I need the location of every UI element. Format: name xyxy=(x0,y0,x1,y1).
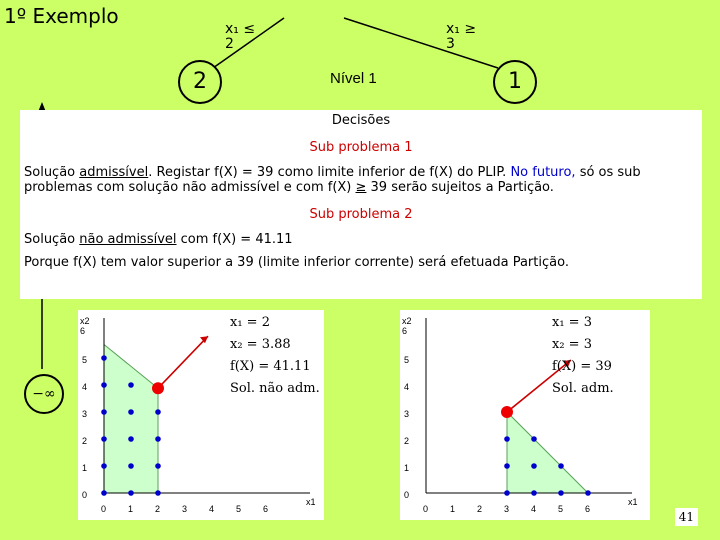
x-axis-label: x1 xyxy=(628,497,638,507)
tree-branches xyxy=(0,0,720,110)
integer-point xyxy=(101,409,107,415)
y-axis-label: x2 xyxy=(80,316,90,326)
feasible-region xyxy=(104,345,158,494)
integer-point xyxy=(128,490,134,496)
integer-point xyxy=(101,382,107,388)
annotation-text: x₁ = 3 xyxy=(552,315,592,330)
integer-point xyxy=(101,490,107,496)
panel-heading: Decisões xyxy=(331,113,391,128)
x-tick-label: 0 xyxy=(101,504,107,514)
right-branch-cond: x₁ ≥ xyxy=(446,21,477,37)
page-number: 41 xyxy=(675,508,698,526)
x-axis-label: x1 xyxy=(306,497,316,507)
y-tick-label: 5 xyxy=(404,355,410,365)
x-tick-label: 4 xyxy=(209,504,215,514)
feasible-region xyxy=(507,412,588,493)
y-tick-label: 3 xyxy=(404,409,410,419)
optimum-point xyxy=(501,406,513,418)
y-tick-label: 0 xyxy=(82,490,88,500)
annotation-text: Sol. adm. xyxy=(552,381,614,396)
node-right: 1 xyxy=(493,60,537,104)
x-tick-label: 4 xyxy=(531,504,537,514)
slide-title: 1º Exemplo xyxy=(4,4,119,28)
annotation-text: Sol. não adm. xyxy=(230,381,320,396)
integer-point xyxy=(101,355,107,361)
annotation-text: f(X) = 39 xyxy=(552,359,612,374)
arrow-up-icon xyxy=(38,102,46,110)
x-tick-label: 5 xyxy=(558,504,564,514)
optimum-arrow xyxy=(158,336,208,388)
x-tick-label: 1 xyxy=(128,504,134,514)
annotation-text: x₁ = 2 xyxy=(230,315,270,330)
x-tick-label: 3 xyxy=(504,504,510,514)
y-tick-label: 5 xyxy=(82,355,88,365)
x-tick-label: 2 xyxy=(155,504,161,514)
integer-point xyxy=(128,436,134,442)
annotation-text: f(X) = 41.11 xyxy=(230,359,311,374)
left-branch-label xyxy=(225,22,255,52)
y-tick-label: 1 xyxy=(404,463,410,473)
sub2-partition-text: Porque f(X) tem valor superior a 39 (limite inferior corrente) será efetuada Partição. xyxy=(24,255,569,270)
integer-point xyxy=(504,436,510,442)
y-tick-label: 6 xyxy=(80,326,86,336)
y-tick-label: 1 xyxy=(82,463,88,473)
y-tick-label: 4 xyxy=(404,382,410,392)
x-tick-label: 2 xyxy=(477,504,483,514)
left-branch-value: 2 xyxy=(225,36,234,52)
integer-point xyxy=(531,436,537,442)
x-tick-label: 6 xyxy=(585,504,591,514)
integer-point xyxy=(128,409,134,415)
right-branch-label xyxy=(446,22,476,52)
integer-point xyxy=(531,490,537,496)
x-tick-label: 3 xyxy=(182,504,188,514)
integer-point xyxy=(101,436,107,442)
annotation-text: x₂ = 3 xyxy=(552,337,592,352)
x-tick-label: 5 xyxy=(236,504,242,514)
integer-point xyxy=(155,436,161,442)
y-tick-label: 2 xyxy=(82,436,88,446)
node-root-infinity: −∞ xyxy=(24,374,64,414)
y-tick-label: 6 xyxy=(402,326,408,336)
x-tick-label: 1 xyxy=(450,504,456,514)
y-tick-label: 4 xyxy=(82,382,88,392)
level-label: Nível 1 xyxy=(330,70,377,87)
y-tick-label: 0 xyxy=(404,490,410,500)
annotation-text: x₂ = 3.88 xyxy=(230,337,291,352)
chart-left xyxy=(78,310,324,520)
right-branch-value: 3 xyxy=(446,36,455,52)
sub1-title: Sub problema 1 xyxy=(309,140,413,155)
integer-point xyxy=(155,409,161,415)
left-branch-cond: x₁ ≤ xyxy=(225,21,256,37)
integer-point xyxy=(558,490,564,496)
integer-point xyxy=(155,463,161,469)
integer-point xyxy=(155,490,161,496)
integer-point xyxy=(128,382,134,388)
integer-point xyxy=(585,490,591,496)
optimum-point xyxy=(152,382,164,394)
integer-point xyxy=(504,490,510,496)
x-tick-label: 0 xyxy=(423,504,429,514)
y-tick-label: 3 xyxy=(82,409,88,419)
integer-point xyxy=(128,463,134,469)
sub2-title: Sub problema 2 xyxy=(309,207,413,222)
node-left: 2 xyxy=(178,60,222,104)
integer-point xyxy=(101,463,107,469)
x-tick-label: 6 xyxy=(263,504,269,514)
y-axis-label: x2 xyxy=(402,316,412,326)
y-tick-label: 2 xyxy=(404,436,410,446)
integer-point xyxy=(558,463,564,469)
chart-right xyxy=(400,310,650,520)
integer-point xyxy=(504,463,510,469)
sub1-text: Solução admissível. Registar f(X) = 39 como limite inferior de f(X) do PLIP. No futuro, só os sub problemas com solução não admissível e com f(X) ≥ 39 serão sujeitos a Partição. xyxy=(24,165,641,195)
decisions-panel xyxy=(20,110,702,299)
integer-point xyxy=(531,463,537,469)
sub2-text: Solução não admissível com f(X) = 41.11 xyxy=(24,232,293,247)
